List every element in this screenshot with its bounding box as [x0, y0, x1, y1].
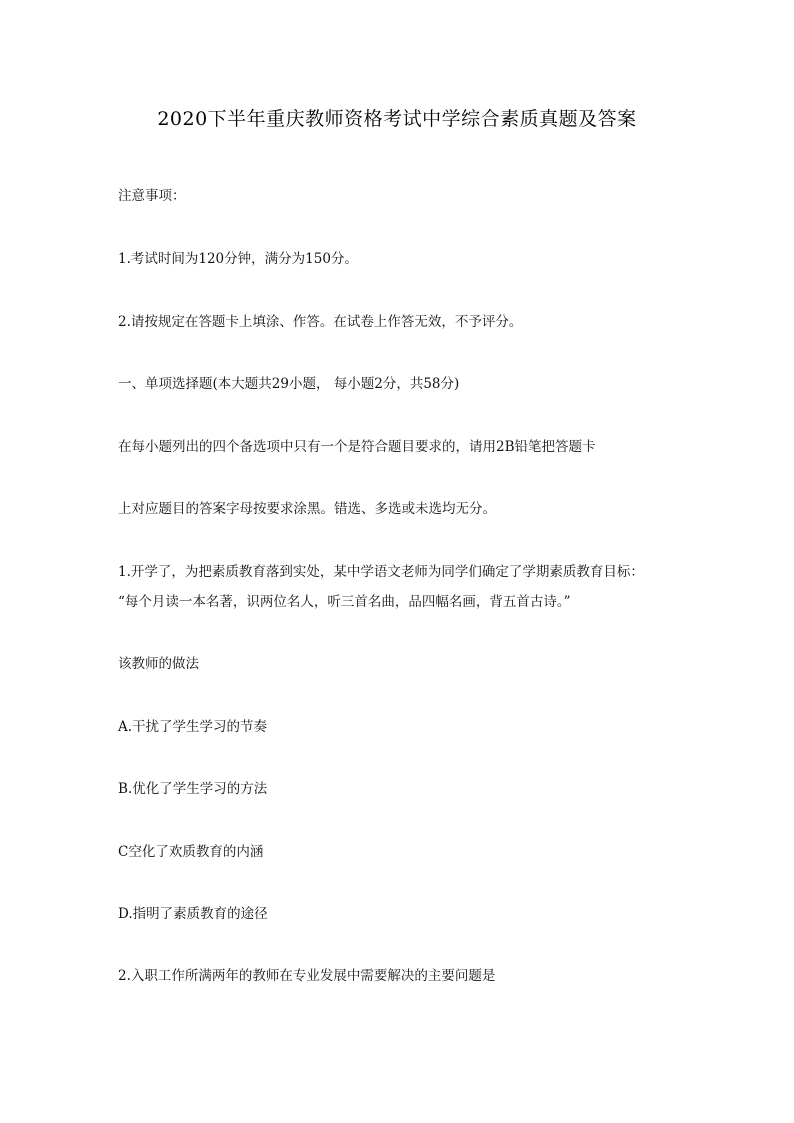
section-heading: 一、单项选择题(本大题共29小题， 每小题2分，共58分) — [118, 376, 460, 392]
question-1-quote: “每个月读一本名著，识两位名人，听三首名曲，品四幅名画，背五首古诗。” — [118, 594, 571, 610]
question-1-option-d: D.指明了素质教育的途径 — [118, 906, 268, 922]
note-answer-rules: 2.请按规定在答题卡上填涂、作答。在试卷上作答无效，不予评分。 — [118, 314, 523, 330]
question-1-option-c: C空化了欢质教育的内涵 — [118, 844, 264, 860]
question-2-stem: 2.入职工作所满两年的教师在专业发展中需要解决的主要问题是 — [118, 968, 496, 984]
question-1-prompt: 该教师的做法 — [118, 656, 199, 672]
document-title: 2020下半年重庆教师资格考试中学综合素质真题及答案 — [157, 108, 637, 130]
question-1-option-b: B.优化了学生学习的方法 — [118, 781, 268, 797]
question-1-stem: 1.开学了，为把素质教育落到实处，某中学语文老师为同学们确定了学期素质教育目标： — [118, 564, 644, 580]
note-time-and-score: 1.考试时间为120分钟，满分为150分。 — [118, 251, 358, 267]
question-1-option-a: A.干扰了学生学习的节奏 — [118, 719, 268, 735]
instruction-line: 在每小题列出的四个备选项中只有一个是符合题目要求的，请用2B铅笔把答题卡 — [118, 439, 596, 455]
notice-heading: 注意事项： — [118, 188, 186, 204]
instruction-line: 上对应题目的答案字母按要求涂黑。错选、多选或未选均无分。 — [118, 501, 496, 517]
